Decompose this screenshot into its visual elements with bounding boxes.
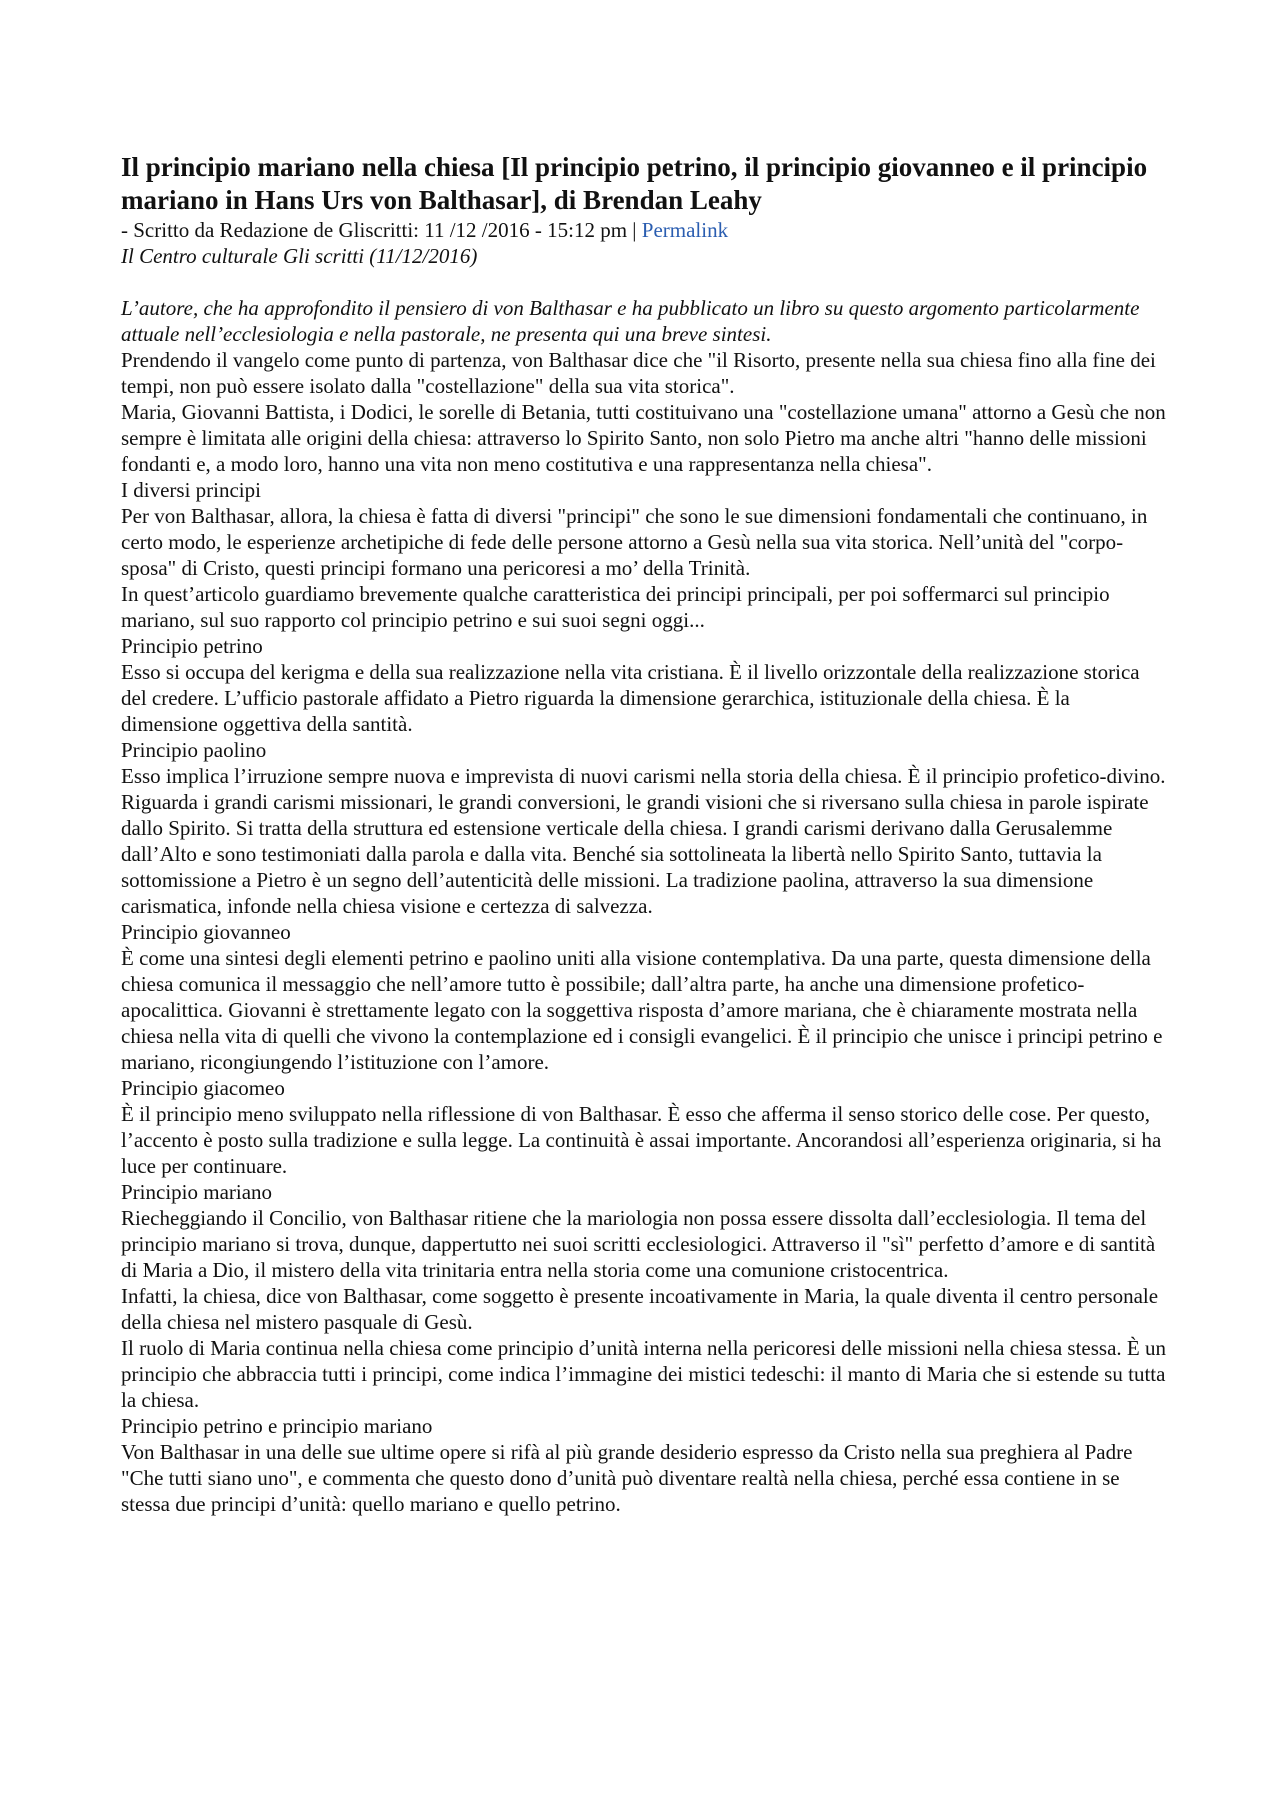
paragraph-6: Esso implica l’irruzione sempre nuova e imprevista di nuovi carismi nella storia della chiesa. È il principio profetico-divino. Riguarda i grandi carismi missionari, le grandi conversioni, le grandi visioni che si riversano sulla chiesa in parole ispirate dallo Spirito. Si tratta della struttura ed estensione verticale della chiesa. I grandi carismi derivano dalla Gerusalemme dall’Alto e sono testimoniati dalla parola e dalla vita. Benché sia sottolineata la libertà nello Spirito Santo, tuttavia la sottomissione a Pietro è un segno dell’autenticità delle missioni. La tradizione paolina, attraverso la sua dimensione carismatica, infonde nella chiesa visione e certezza di salvezza.	[121, 764, 1166, 918]
section-heading-petrino-e-mariano: Principio petrino e principio mariano	[121, 1414, 433, 1438]
paragraph-8: È il principio meno sviluppato nella riflessione di von Balthasar. È esso che afferma il senso storico delle cose. Per questo, l’accento è posto sulla tradizione e sulla legge. La continuità è assai importante. Ancorandosi all’esperienza originaria, si ha luce per continuare.	[121, 1102, 1162, 1178]
paragraph-11: Il ruolo di Maria continua nella chiesa come principio d’unità interna nella pericoresi delle missioni nella chiesa stessa. È un principio che abbraccia tutti i principi, come indica l’immagine dei mistici tedeschi: il manto di Maria che si estende su tutta la chiesa.	[121, 1336, 1166, 1412]
article-title: Il principio mariano nella chiesa [Il principio petrino, il principio giovanneo e il principio mariano in Hans Urs von Balthasar], di Brendan Leahy	[121, 152, 1148, 215]
paragraph-7: È come una sintesi degli elementi petrino e paolino uniti alla visione contemplativa. Da una parte, questa dimensione della chiesa comunica il messaggio che nell’amore tutto è possibile; dall’altra parte, ha anche una dimensione profetico-apocalittica. Giovanni è strettamente legato con la soggettiva risposta d’amore mariana, che è chiaramente mostrata nella chiesa nella vita di quelli che vivono la contemplazione ed i consigli evangelici. È il principio che unisce i principi petrino e mariano, ricongiungendo l’istituzione con l’amore.	[121, 946, 1163, 1074]
section-heading-principio-paolino: Principio paolino	[121, 738, 267, 762]
paragraph-1: Prendendo il vangelo come punto di partenza, von Balthasar dice che "il Risorto, presente nella sua chiesa fino alla fine dei tempi, non può essere isolato dalla "costellazione" della sua vita storica".	[121, 348, 1156, 398]
section-heading-diversi-principi: I diversi principi	[121, 478, 261, 502]
paragraph-4: In quest’articolo guardiamo brevemente qualche caratteristica dei principi principali, per poi soffermarci sul principio mariano, sul suo rapporto col principio petrino e sui suoi segni oggi...	[121, 582, 1110, 632]
section-heading-principio-giacomeo: Principio giacomeo	[121, 1076, 285, 1100]
article-intro: L’autore, che ha approfondito il pensiero di von Balthasar e ha pubblicato un libro su questo argomento particolarmente attuale nell’ecclesiologia e nella pastorale, ne presenta qui una breve sintesi.	[121, 296, 1140, 346]
paragraph-2: Maria, Giovanni Battista, i Dodici, le sorelle di Betania, tutti costituivano una "costellazione umana" attorno a Gesù che non sempre è limitata alle origini della chiesa: attraverso lo Spirito Santo, non solo Pietro ma anche altri "hanno delle missioni fondanti e, a modo loro, hanno una vita non meno costitutiva e una rappresentanza nella chiesa".	[121, 400, 1166, 476]
section-heading-principio-mariano: Principio mariano	[121, 1180, 273, 1204]
permalink-link[interactable]: Permalink	[641, 218, 729, 242]
article-byline	[121, 217, 1166, 243]
article-source: Il Centro culturale Gli scritti (11/12/2016)	[121, 244, 478, 268]
byline-text: - Scritto da Redazione de Gliscritti: 11 /12 /2016 - 15:12 pm |	[121, 218, 642, 242]
section-heading-principio-giovanneo: Principio giovanneo	[121, 920, 291, 944]
paragraph-3: Per von Balthasar, allora, la chiesa è fatta di diversi "principi" che sono le sue dimensioni fondamentali che continuano, in certo modo, le esperienze archetipiche di fede delle persone attorno a Gesù nella sua vita storica. Nell’unità del "corpo-sposa" di Cristo, questi principi formano una pericoresi a mo’ della Trinità.	[121, 504, 1148, 580]
document-page	[121, 151, 1166, 1517]
paragraph-9: Riecheggiando il Concilio, von Balthasar ritiene che la mariologia non possa essere dissolta dall’ecclesiologia. Il tema del principio mariano si trova, dunque, dappertutto nei suoi scritti ecclesiologici. Attraverso il "sì" perfetto d’amore e di santità di Maria a Dio, il mistero della vita trinitaria entra nella storia come una comunione cristocentrica.	[121, 1206, 1156, 1282]
paragraph-10: Infatti, la chiesa, dice von Balthasar, come soggetto è presente incoativamente in Maria, la quale diventa il centro personale della chiesa nel mistero pasquale di Gesù.	[121, 1284, 1159, 1334]
paragraph-12: Von Balthasar in una delle sue ultime opere si rifà al più grande desiderio espresso da Cristo nella sua preghiera al Padre "Che tutti siano uno", e commenta che questo dono d’unità può diventare realtà nella chiesa, perché essa contiene in se stessa due principi d’unità: quello mariano e quello petrino.	[121, 1440, 1133, 1516]
section-heading-principio-petrino: Principio petrino	[121, 634, 263, 658]
spacer	[121, 269, 1166, 295]
paragraph-5: Esso si occupa del kerigma e della sua realizzazione nella vita cristiana. È il livello orizzontale della realizzazione storica del credere. L’ufficio pastorale affidato a Pietro riguarda la dimensione gerarchica, istituzionale della chiesa. È la dimensione oggettiva della santità.	[121, 660, 1140, 736]
